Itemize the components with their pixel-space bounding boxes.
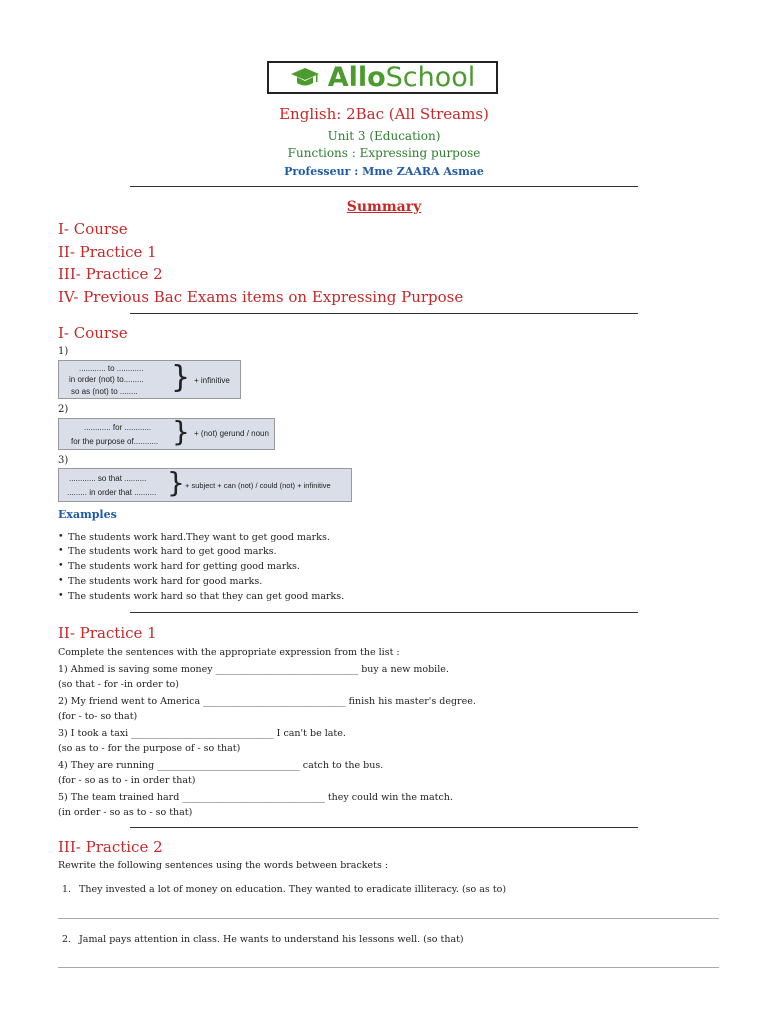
exercise-options: (so that - for -in order to): [58, 679, 179, 690]
exercise-question[interactable]: 4) They are running ______________________________ catch to the bus.: [58, 760, 384, 771]
structure-image-1: [58, 360, 241, 399]
practice2-heading: III- Practice 2: [58, 838, 163, 856]
exercise-number: 1.: [62, 884, 72, 895]
structure-line: ............ to ............: [79, 364, 144, 373]
brace-icon: }: [167, 466, 185, 499]
exercise-question[interactable]: 5) The team trained hard ______________________________ they could win the match.: [58, 792, 453, 803]
graduation-cap-icon: [290, 67, 320, 89]
brace-icon: }: [172, 415, 190, 448]
exercise-options: (so as to - for the purpose of - so that): [58, 743, 241, 754]
structure-line: ............ so that ..........: [69, 474, 147, 483]
alloschool-logo: [267, 61, 498, 94]
structure-line: for the purpose of...........: [71, 437, 159, 446]
divider: [130, 827, 638, 828]
exercise-options: (for - to- so that): [58, 711, 138, 722]
professor-label: Professeur : Mme ZAARA Asmae: [284, 165, 484, 178]
list-item: • The students work hard for getting good marks.: [68, 561, 300, 572]
course-heading: I- Course: [58, 324, 128, 342]
instruction: Complete the sentences with the appropriate expression from the list :: [58, 647, 400, 658]
unit-label: Unit 3 (Education): [327, 129, 441, 143]
examples-heading: Examples: [58, 508, 117, 521]
structure-image-3: [58, 468, 352, 502]
divider: [130, 186, 638, 187]
divider: [130, 612, 638, 613]
list-item: • The students work hard to get good marks.: [68, 546, 277, 557]
structure-image-2: [58, 415, 275, 450]
exercise-question: They invested a lot of money on education. They wanted to eradicate illiteracy. (so as to): [79, 884, 507, 895]
summary-item[interactable]: III- Practice 2: [58, 265, 163, 283]
structure-rule: + infinitive: [194, 376, 230, 385]
functions-label: Functions : Expressing purpose: [287, 146, 481, 160]
list-item: • The students work hard so that they can get good marks.: [68, 591, 344, 602]
rule-number: 1): [58, 346, 69, 357]
structure-line: in order (not) to.........: [69, 375, 144, 384]
divider: [130, 313, 638, 314]
exercise-number: 2.: [62, 934, 72, 945]
list-item: • The students work hard.They want to get good marks.: [68, 532, 330, 543]
instruction: Rewrite the following sentences using the words between brackets :: [58, 860, 389, 871]
answer-line[interactable]: [58, 918, 719, 919]
answer-line[interactable]: [58, 967, 719, 968]
structure-rule: + subject + can (not) / could (not) + infinitive: [185, 481, 331, 490]
exercise-question: Jamal pays attention in class. He wants to understand his lessons well. (so that): [79, 934, 464, 945]
structure-line: ............ for ............: [84, 423, 152, 432]
exercise-question[interactable]: 1) Ahmed is saving some money ______________________________ buy a new mobile.: [58, 664, 449, 675]
list-item: • The students work hard for good marks.: [68, 576, 262, 587]
rule-number: 2): [58, 404, 69, 415]
brace-icon: }: [171, 360, 191, 395]
exercise-question[interactable]: 2) My friend went to America ______________________________ finish his master's degree.: [58, 696, 476, 707]
exercise-question[interactable]: 3) I took a taxi ______________________________ I can't be late.: [58, 728, 346, 739]
exercise-options: (for - so as to - in order that): [58, 775, 196, 786]
practice1-heading: II- Practice 1: [58, 624, 157, 642]
summary-heading: Summary: [346, 199, 422, 215]
summary-item[interactable]: IV- Previous Bac Exams items on Expressing Purpose: [58, 288, 464, 306]
structure-rule: + (not) gerund / noun: [194, 429, 269, 438]
rule-number: 3): [58, 455, 69, 466]
exercise-options: (in order - so as to - so that): [58, 807, 193, 818]
summary-item[interactable]: I- Course: [58, 220, 128, 238]
logo-text: AlloSchool: [327, 62, 476, 93]
structure-line: ......... in order that ..........: [67, 488, 157, 497]
summary-item[interactable]: II- Practice 1: [58, 243, 157, 261]
structure-line: so as (not) to ........: [71, 387, 138, 396]
page-title: English: 2Bac (All Streams): [279, 105, 489, 123]
